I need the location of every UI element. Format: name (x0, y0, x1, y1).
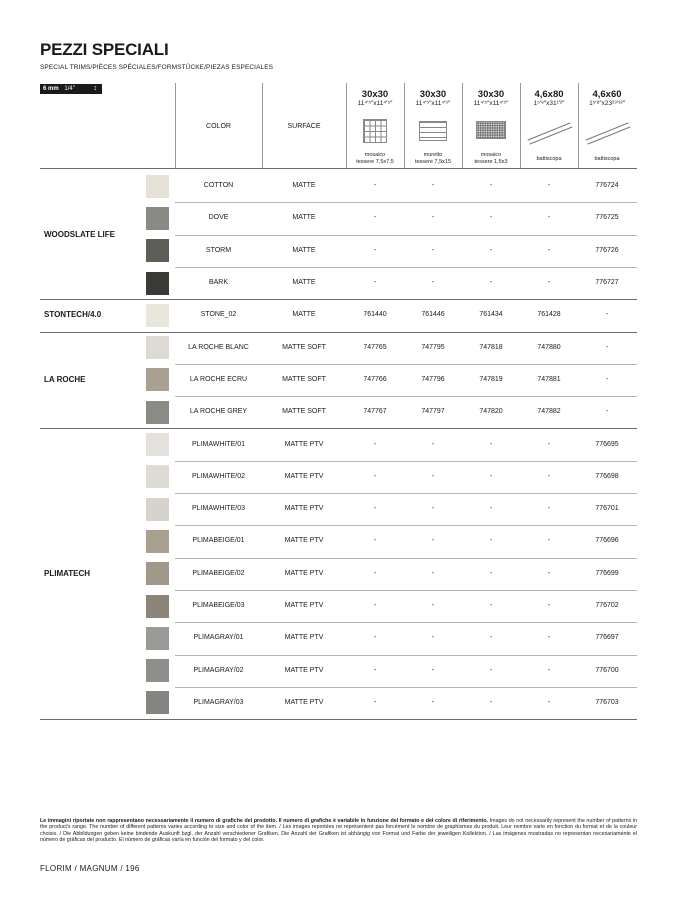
color-swatch (146, 207, 169, 230)
article-code: - (547, 666, 551, 674)
article-code: - (373, 698, 377, 706)
article-code: 747819 (479, 375, 503, 383)
article-code: - (547, 440, 551, 448)
format-size: 4,6x80 (534, 89, 564, 100)
color-swatch (146, 368, 169, 391)
color-name: STONE_02 (200, 311, 237, 319)
article-code: - (431, 472, 435, 480)
article-code: - (605, 375, 609, 383)
article-code: 761428 (537, 311, 561, 319)
color-swatch (146, 304, 169, 327)
color-swatch (146, 272, 169, 295)
article-code: - (373, 472, 377, 480)
color-swatch (146, 659, 169, 682)
article-code: 747882 (537, 408, 561, 416)
footnote-bold: Le immagini riportate non rappresentano necessariamente il numero di grafiche del prodotto. Il numero di grafiche è variabile in funzione del formato e del colore di riferimento. (40, 818, 489, 824)
surface-name: MATTE SOFT (282, 343, 326, 351)
article-code: 776702 (595, 602, 619, 610)
format-description (404, 152, 462, 166)
article-code: - (431, 214, 435, 222)
row-divider (175, 364, 637, 365)
article-code: - (431, 440, 435, 448)
footnote-text: Images do not necessarily represent the number of patterns in the product's range. The number of different patterns varies according to size and color of the item. / Les images reportées ne représentent pas forcément le nombre de graphismes du produit. Leur nombre varie en fonction du format et de la couleur choisis. / Die Abbildungen geben keine bindende Auskunft bzgl. der Anzahl verschiedener Grafiken. Die Anzahl der Grafiken ist abhängig von Format und Farbe der jeweiligen Kollektion. / Las imágenes mostradas no representan necesariamente el número de gráficas del producto. El número de gráficas varía en función del formato y del color. (40, 818, 637, 843)
collection-divider (40, 332, 637, 333)
footnote (40, 818, 637, 843)
article-code: 747766 (363, 375, 387, 383)
page-footer: FLORIM / MAGNUM / 196 (40, 864, 140, 873)
article-code: - (489, 472, 493, 480)
color-swatch (146, 562, 169, 585)
format-description (346, 152, 404, 166)
color-name: PLIMAWHITE/02 (191, 472, 246, 480)
article-code: - (489, 537, 493, 545)
color-name: PLIMABEIGE/02 (192, 569, 245, 577)
format-inch: 11⁴′⁵″x11⁴′⁵″ (357, 100, 393, 107)
article-code: - (431, 602, 435, 610)
article-code: - (547, 537, 551, 545)
article-code: - (489, 602, 493, 610)
article-code: - (373, 634, 377, 642)
thickness-arrow-icon: ↕ (93, 85, 97, 92)
row-divider (175, 493, 637, 494)
article-code: 747881 (537, 375, 561, 383)
article-code: - (431, 537, 435, 545)
article-code: 776700 (595, 666, 619, 674)
format-desc-line2: tessere 7,5x15 (414, 159, 452, 165)
page-title: PEZZI SPECIALI (40, 40, 169, 59)
row-divider (175, 396, 637, 397)
article-code: - (489, 634, 493, 642)
collection-name: WOODSLATE LIFE (44, 229, 115, 239)
thickness-badge (40, 84, 102, 94)
surface-name: MATTE (292, 214, 316, 222)
collection-name: LA ROCHE (44, 374, 86, 384)
format-size: 30x30 (477, 89, 505, 100)
article-code: - (431, 246, 435, 254)
article-code: 747795 (421, 343, 445, 351)
article-code: - (547, 602, 551, 610)
color-name: PLIMABEIGE/01 (192, 537, 245, 545)
skirting-icon (527, 122, 570, 140)
color-name: COTTON (203, 182, 234, 190)
format-inch: 1⁵′⁸″x31¹′²″ (533, 100, 565, 107)
article-code: - (547, 472, 551, 480)
color-name: LA ROCHE GREY (189, 408, 248, 416)
grid-icon (363, 119, 387, 143)
row-divider (175, 202, 637, 203)
row-divider (175, 461, 637, 462)
article-code: 776695 (595, 440, 619, 448)
format-size: 4,6x60 (592, 89, 622, 100)
surface-name: MATTE PTV (284, 537, 324, 545)
article-code: - (489, 279, 493, 287)
article-code: - (547, 182, 551, 190)
thickness-inch: 1/4" (64, 86, 75, 92)
surface-name: MATTE PTV (284, 602, 324, 610)
article-code: 747765 (363, 343, 387, 351)
article-code: 776725 (595, 214, 619, 222)
format-description (520, 156, 578, 163)
article-code: 776701 (595, 505, 619, 513)
article-code: - (373, 214, 377, 222)
format-size: 30x30 (419, 89, 447, 100)
surface-name: MATTE (292, 279, 316, 287)
article-code: - (431, 698, 435, 706)
brick-icon (419, 121, 447, 141)
article-code: - (547, 698, 551, 706)
color-name: LA ROCHE BLANC (188, 343, 249, 351)
color-swatch (146, 595, 169, 618)
article-code: - (605, 408, 609, 416)
article-code: - (431, 666, 435, 674)
thickness-mm: 6 mm (43, 86, 59, 92)
color-swatch (146, 401, 169, 424)
article-code: - (489, 666, 493, 674)
row-divider (175, 655, 637, 656)
collection-divider (40, 299, 637, 300)
article-code: 761446 (421, 311, 445, 319)
row-divider (175, 525, 637, 526)
article-code: - (605, 343, 609, 351)
row-divider (175, 687, 637, 688)
format-header (404, 90, 462, 108)
row-divider (175, 558, 637, 559)
article-code: - (489, 698, 493, 706)
row-divider (175, 622, 637, 623)
format-desc-line2: tessere 7,5x7,5 (356, 159, 394, 165)
header-rule (40, 168, 637, 169)
surface-name: MATTE (292, 311, 316, 319)
color-swatch (146, 336, 169, 359)
color-swatch (146, 498, 169, 521)
surface-name: MATTE PTV (284, 634, 324, 642)
article-code: 776724 (595, 182, 619, 190)
format-description (578, 156, 636, 163)
article-code: - (373, 505, 377, 513)
color-name: BARK (208, 279, 229, 287)
collection-divider (40, 719, 637, 720)
article-code: - (547, 279, 551, 287)
surface-header: SURFACE (287, 123, 321, 130)
article-code: 776703 (595, 698, 619, 706)
article-code: - (489, 214, 493, 222)
color-swatch (146, 530, 169, 553)
color-swatch (146, 239, 169, 262)
format-header (346, 90, 404, 108)
skirting-icon (585, 122, 628, 140)
format-inch: 1⁵′⁸″x23²⁹′³²″ (589, 100, 625, 107)
article-code: 776697 (595, 634, 619, 642)
article-code: - (431, 505, 435, 513)
article-code: - (489, 246, 493, 254)
article-code: - (431, 634, 435, 642)
format-header (462, 90, 520, 108)
color-name: PLIMABEIGE/03 (192, 602, 245, 610)
color-swatch (146, 433, 169, 456)
collection-name: STONTECH/4.0 (44, 310, 102, 320)
color-swatch (146, 465, 169, 488)
format-header (520, 90, 578, 108)
article-code: 776698 (595, 472, 619, 480)
article-code: - (605, 311, 609, 319)
article-code: 747880 (537, 343, 561, 351)
page-subtitle: SPECIAL TRIMS/PIÈCES SPÉCIALES/FORMSTÜCKE/PIEZAS ESPECIALES (40, 64, 274, 71)
article-code: 747797 (421, 408, 445, 416)
row-divider (175, 590, 637, 591)
article-code: 776727 (595, 279, 619, 287)
format-desc-line1: muretto (423, 152, 443, 158)
surface-name: MATTE PTV (284, 569, 324, 577)
article-code: 776726 (595, 246, 619, 254)
article-code: 776696 (595, 537, 619, 545)
article-code: - (547, 634, 551, 642)
surface-name: MATTE PTV (284, 505, 324, 513)
format-desc-line1: mosaico (480, 152, 502, 158)
article-code: - (373, 569, 377, 577)
color-name: PLIMAWHITE/03 (191, 505, 246, 513)
article-code: - (373, 440, 377, 448)
format-desc-line2: battiscopa (536, 156, 562, 162)
article-code: 761440 (363, 311, 387, 319)
article-code: - (489, 440, 493, 448)
article-code: 761434 (479, 311, 503, 319)
row-divider (175, 235, 637, 236)
format-header (578, 90, 636, 108)
color-name: LA ROCHE ECRU (189, 375, 248, 383)
article-code: - (373, 182, 377, 190)
article-code: - (431, 182, 435, 190)
article-code: - (373, 666, 377, 674)
article-code: - (373, 246, 377, 254)
article-code: 747796 (421, 375, 445, 383)
article-code: 747767 (363, 408, 387, 416)
collection-divider (40, 428, 637, 429)
format-inch: 11⁴′⁵″x11⁴′⁵″ (473, 100, 509, 107)
article-code: - (431, 569, 435, 577)
mosaic-icon (476, 121, 506, 139)
surface-name: MATTE SOFT (282, 375, 326, 383)
article-code: - (547, 505, 551, 513)
row-divider (175, 267, 637, 268)
surface-name: MATTE PTV (284, 666, 324, 674)
color-swatch (146, 691, 169, 714)
color-name: PLIMAGRAY/01 (193, 634, 244, 642)
format-desc-line1: mosaico (364, 152, 386, 158)
color-name: DOVE (208, 214, 229, 222)
surface-name: MATTE PTV (284, 472, 324, 480)
article-code: - (547, 214, 551, 222)
article-code: - (489, 569, 493, 577)
article-code: - (373, 602, 377, 610)
format-desc-line2: battiscopa (594, 156, 620, 162)
surface-name: MATTE (292, 182, 316, 190)
article-code: - (373, 537, 377, 545)
article-code: - (489, 182, 493, 190)
color-header: COLOR (206, 123, 231, 130)
collection-name: PLIMATECH (44, 568, 91, 578)
article-code: 747818 (479, 343, 503, 351)
surface-name: MATTE PTV (284, 440, 324, 448)
format-size: 30x30 (361, 89, 389, 100)
surface-name: MATTE SOFT (282, 408, 326, 416)
surface-name: MATTE (292, 246, 316, 254)
color-name: PLIMAWHITE/01 (191, 440, 246, 448)
article-code: 776699 (595, 569, 619, 577)
color-swatch (146, 175, 169, 198)
article-code: - (373, 279, 377, 287)
color-name: PLIMAGRAY/02 (193, 666, 244, 674)
format-desc-line2: tessere 1,5x3 (474, 159, 508, 165)
article-code: - (547, 569, 551, 577)
color-swatch (146, 627, 169, 650)
format-description (462, 152, 520, 166)
article-code: - (431, 279, 435, 287)
format-inch: 11⁴′⁵″x11⁴′⁵″ (415, 100, 451, 107)
article-code: - (489, 505, 493, 513)
article-code: - (547, 246, 551, 254)
color-name: PLIMAGRAY/03 (193, 698, 244, 706)
article-code: 747820 (479, 408, 503, 416)
color-name: STORM (205, 246, 232, 254)
surface-name: MATTE PTV (284, 698, 324, 706)
